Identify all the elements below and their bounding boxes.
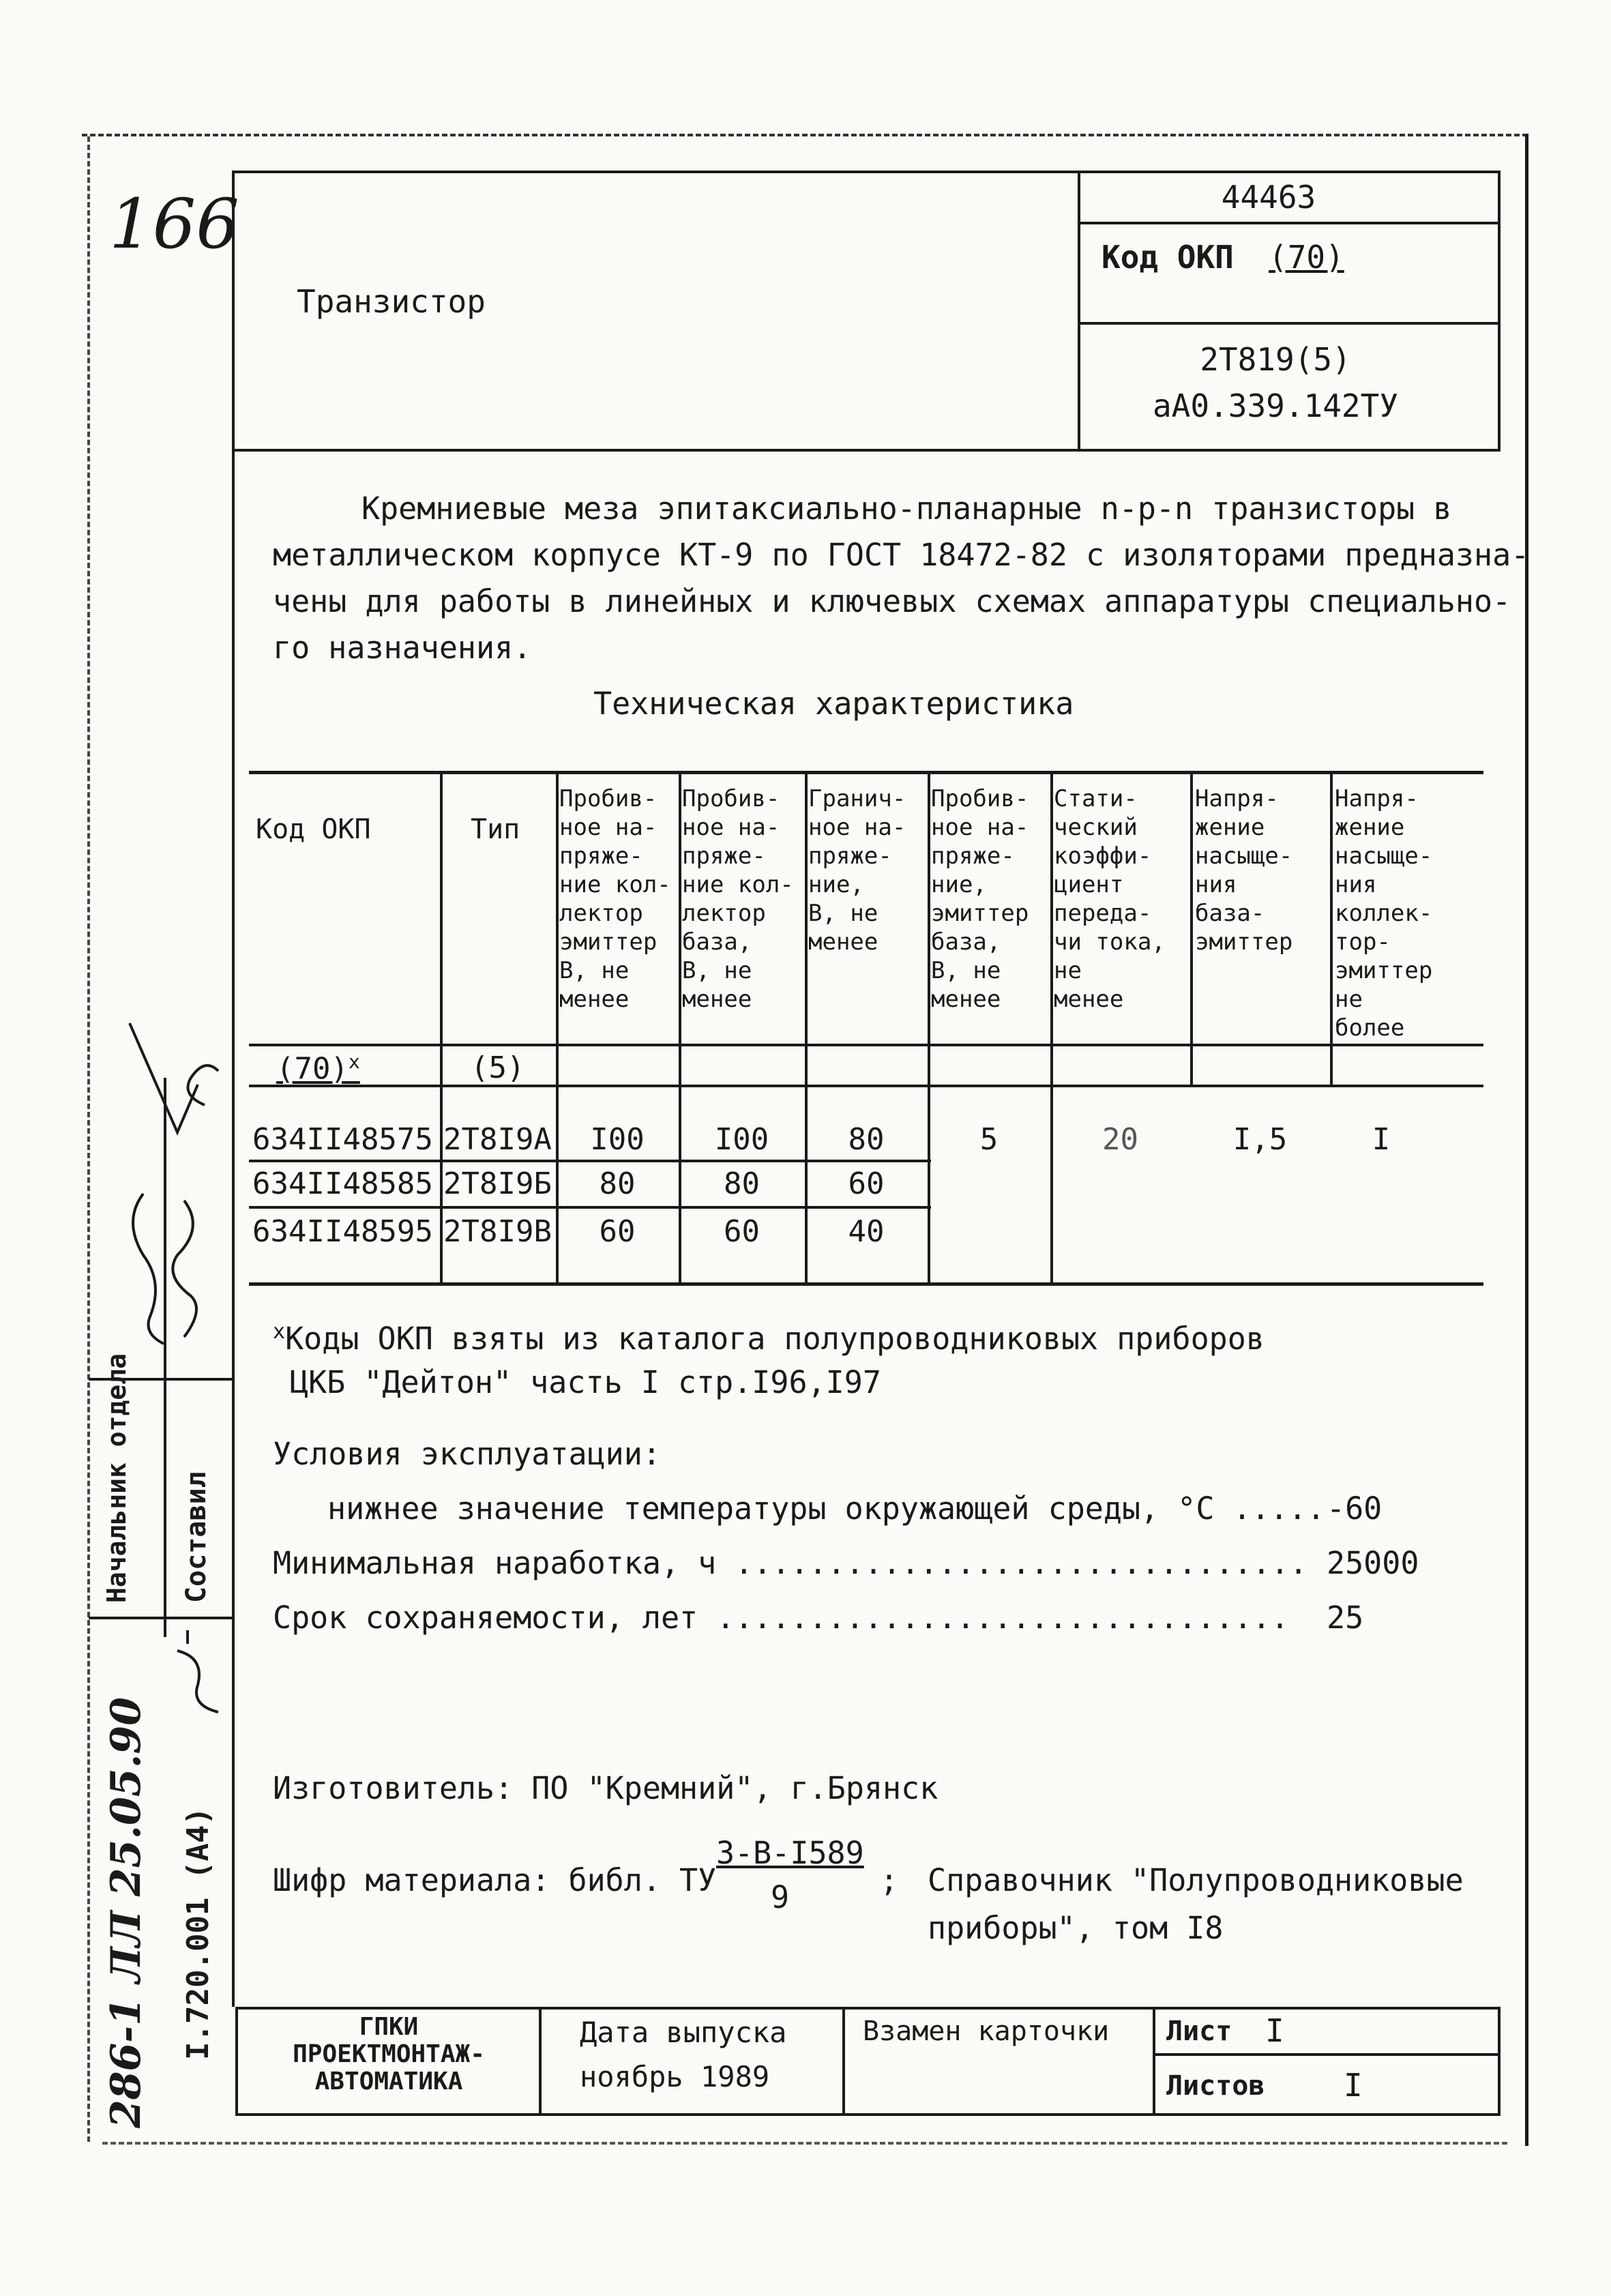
reference-line-1: Справочник "Полупроводниковые xyxy=(928,1862,1464,1898)
sidebar-head: Начальник отдела xyxy=(102,1353,132,1603)
description-text: Кремниевые меза эпитаксиально-планарные n-p-n транзисторы в металлическом корпусе КТ-9 по ГОСТ 18472-82 с изоляторами предназна- чены для работы в линейных и ключевых схемах аппаратуры специально- го назначения. xyxy=(273,490,1530,666)
table-cell: 80 xyxy=(848,1122,885,1157)
table-title: Техническая характеристика xyxy=(593,686,1074,722)
table-cell: 60 xyxy=(724,1214,760,1249)
okp-label: Код ОКП xyxy=(1102,239,1234,276)
col-header-veb: Пробив- ное на- пряже- ние, эмиттер база, В, не менее xyxy=(931,785,1029,1013)
table-cell-vbe-sat: I,5 xyxy=(1232,1122,1288,1157)
type-code: 2Т819(5) xyxy=(1200,341,1351,378)
footnote-line-2: ЦКБ "Дейтон" часть I стр.I96,I97 xyxy=(290,1364,881,1400)
col-header-vce: Пробив- ное на- пряже- ние кол- лектор эмиттер В, не менее xyxy=(559,785,671,1013)
mtbf-label: Минимальная наработка, ч ............................... xyxy=(273,1545,1308,1581)
table-cell: 634II48575 xyxy=(252,1122,433,1157)
sidebar-author: Составил xyxy=(181,1471,212,1603)
cipher-separator: ; xyxy=(880,1862,899,1898)
cipher-label: Шифр материала: библ. ТУ xyxy=(273,1862,717,1898)
table-cell-veb: 5 xyxy=(979,1122,999,1157)
org-name: ГПКИ ПРОЕКТМОНТАЖ- АВТОМАТИКА xyxy=(293,2013,485,2095)
footnote-line-1: $^x$Коды ОКП взяты из каталога полупроводниковых приборов xyxy=(273,1320,1265,1357)
table-cell: 634II48595 xyxy=(252,1214,433,1249)
sidebar-code: I.720.001 (А4) xyxy=(181,1807,216,2060)
sheet-label: Лист xyxy=(1166,2016,1232,2047)
sheets-label: Листов xyxy=(1166,2070,1265,2102)
date-label: Дата выпуска xyxy=(580,2016,787,2049)
storage-value: 25 xyxy=(1327,1600,1364,1636)
signature-marks xyxy=(102,975,232,1357)
product-name: Транзистор xyxy=(297,283,486,320)
mtbf-value: 25000 xyxy=(1327,1545,1419,1581)
frame-left-border xyxy=(87,136,93,2142)
table-cell: 2Т8I9В xyxy=(443,1214,552,1249)
okp-value: (70) xyxy=(1269,239,1344,276)
col-header-okp: Код ОКП xyxy=(256,814,371,845)
table-cell: 80 xyxy=(599,1166,636,1201)
col-header-hfe: Стати- ческий коэффи- циент переда- чи тока, не менее xyxy=(1054,785,1166,1013)
col-header-vcb: Пробив- ное на- пряже- ние кол- лектор база, В, не менее xyxy=(682,785,794,1013)
frame-bottom-border xyxy=(102,2142,1507,2145)
col-header-vlimit: Гранич- ное на- пряже- ние, В, не менее xyxy=(808,785,906,956)
table-cell: 2Т8I9Б xyxy=(443,1166,552,1201)
spec-code: аА0.339.142ТУ xyxy=(1152,387,1399,424)
table-cell: 40 xyxy=(848,1214,885,1249)
table-cell-hfe: 20 xyxy=(1102,1122,1138,1157)
storage-label: Срок сохраняемости, лет ............................... xyxy=(273,1600,1290,1636)
table-cell: 60 xyxy=(599,1214,636,1249)
reference-line-2: приборы", том I8 xyxy=(928,1910,1224,1946)
sidebar-stamp: 286-1 ЛЛ 25.05.90 xyxy=(102,1696,150,2128)
table-cell: 2Т8I9А xyxy=(443,1122,552,1157)
col-header-vce-sat: Напря- жение насыще- ния коллек- тор- эмиттер не более xyxy=(1335,785,1433,1042)
conditions-title: Условия эксплуатации: xyxy=(273,1436,661,1472)
col-header-vbe-sat: Напря- жение насыще- ния база- эмиттер xyxy=(1195,785,1293,956)
table-cell-vce-sat: I xyxy=(1372,1122,1391,1157)
subheader-okp: $(70)^x$ xyxy=(276,1050,360,1087)
table-cell: 60 xyxy=(848,1166,885,1201)
subheader-type: (5) xyxy=(471,1050,525,1085)
frame-top-border xyxy=(82,134,1528,136)
temp-value: -60 xyxy=(1327,1490,1383,1527)
replace-label: Взамен карточки xyxy=(863,2016,1110,2047)
doc-number: 44463 xyxy=(1221,179,1316,216)
cipher-numerator: 3-В-I589 xyxy=(716,1835,864,1871)
sheet-value: I xyxy=(1265,2012,1284,2049)
sheets-value: I xyxy=(1344,2067,1363,2104)
date-value: ноябрь 1989 xyxy=(580,2060,770,2093)
temp-label: нижнее значение температуры окружающей среды, °С ..... xyxy=(327,1490,1325,1527)
table-cell: I00 xyxy=(714,1122,769,1157)
handwritten-page-number: 166 xyxy=(109,184,239,264)
col-header-type: Тип xyxy=(471,814,520,845)
cipher-denominator: 9 xyxy=(771,1879,790,1915)
table-cell: I00 xyxy=(590,1122,645,1157)
frame-right-border xyxy=(1525,134,1528,2146)
table-cell: 80 xyxy=(724,1166,760,1201)
sidebar-signature xyxy=(167,1623,232,1726)
table-cell: 634II48585 xyxy=(252,1166,433,1201)
manufacturer: Изготовитель: ПО "Кремний", г.Брянск xyxy=(273,1770,938,1806)
